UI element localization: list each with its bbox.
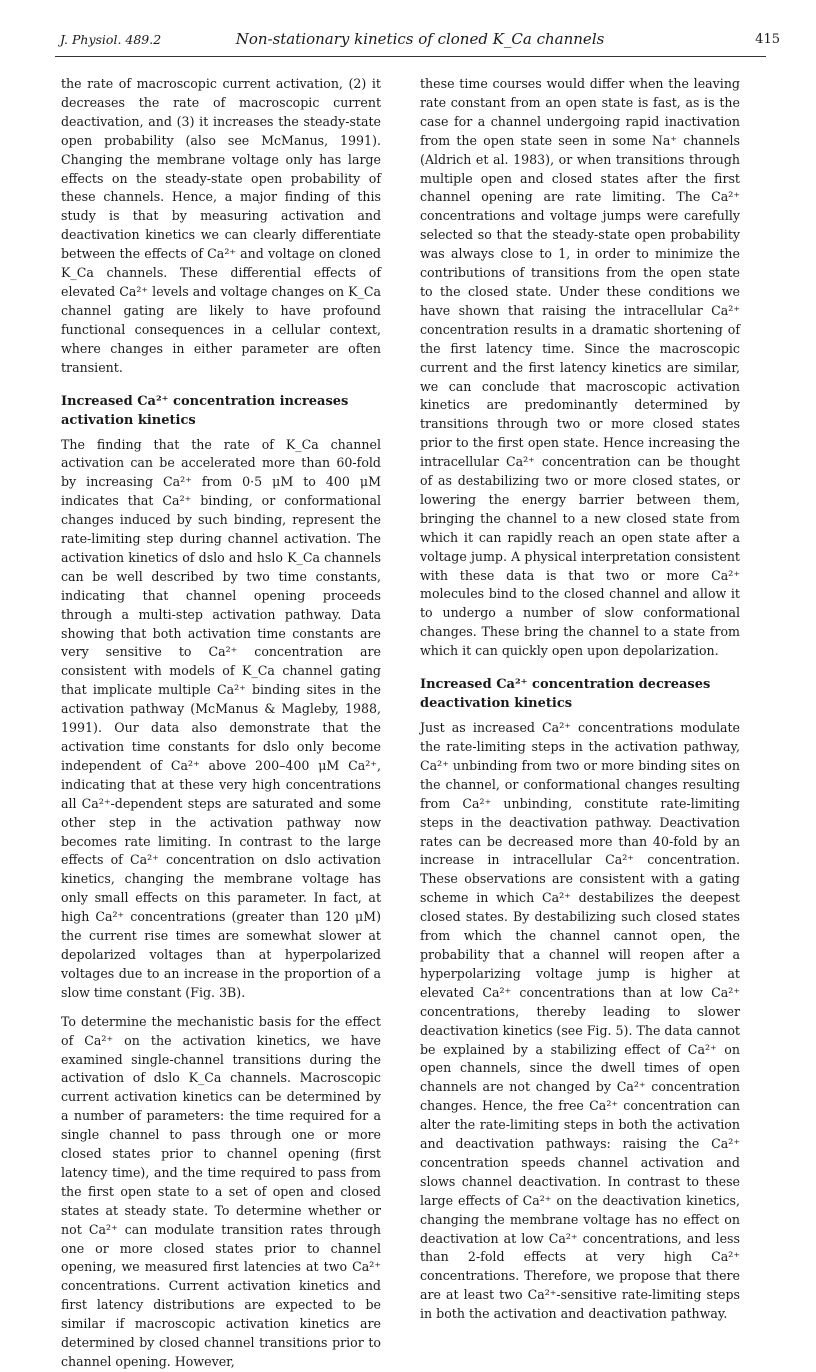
running-header xyxy=(60,30,780,54)
paragraph: the rate of macroscopic current activation, (2) it decreases the rate of macroscopic current deactivation, and (3) it increases the steady-state open probability (also see McManus, 1991). Changing the membrane voltage only has large effects on the steady-state open probability of these channels. Hence, a major finding of this study is that by measuring activation and deactivation kinetics we can clearly differentiate between the effects of Ca²⁺ and voltage on cloned K_Ca channels. These differential effects of elevated Ca²⁺ levels and voltage changes on K_Ca channel gating are likely to have profound functional consequences in a cellular context, where changes in either parameter are often transient. xyxy=(61,76,381,375)
section-heading: Increased Ca²⁺ concentration increases activation kinetics xyxy=(61,393,349,428)
right-column xyxy=(420,75,740,1324)
page-number: 415 xyxy=(755,32,780,47)
paragraph: Just as increased Ca²⁺ concentrations modulate the rate-limiting steps in the activation pathway, Ca²⁺ unbinding from two or more binding sites on the channel, or conformational changes resulting from Ca²⁺ unbinding, constitute rate-limiting steps in the deactivation pathway. Deactivation rates can be decreased more than 40-fold by an increase in intracellular Ca²⁺ concentration. These observations are consistent with a gating scheme in which Ca²⁺ destabilizes the deepest closed states. By destabilizing such closed states from which the channel cannot open, the probability that a channel will reopen after a hyperpolarizing voltage jump is higher at elevated Ca²⁺ concentrations than at low Ca²⁺ concentrations, thereby leading to slower deactivation kinetics (see Fig. 5). The data cannot be explained by a stabilizing effect of Ca²⁺ on open channels, since the dwell times of open channels are not changed by Ca²⁺ concentration changes. Hence, the free Ca²⁺ concentration can alter the rate-limiting steps in both the activation and deactivation pathways: raising the Ca²⁺ concentration speeds channel activation and slows channel deactivation. In contrast to these large effects of Ca²⁺ on the deactivation kinetics, changing the membrane voltage has no effect on deactivation at low Ca²⁺ concentrations, and less than 2-fold effects at very high Ca²⁺ concentrations. Therefore, we propose that there are at least two Ca²⁺-sensitive rate-limiting steps in both the activation and deactivation pathway. xyxy=(420,720,740,1322)
running-title: Non-stationary kinetics of cloned K_Ca channels xyxy=(235,30,605,48)
section-heading: Increased Ca²⁺ concentration decreases deactivation kinetics xyxy=(420,677,711,712)
header-rule xyxy=(55,56,766,57)
paragraph: these time courses would differ when the leaving rate constant from an open state is fast, as is the case for a channel undergoing rapid inactivation from the open state seen in some Na⁺ channels (Aldrich et al. 1983), or when transitions through multiple open and closed states after the first channel opening are rate limiting. The Ca²⁺ concentrations and voltage jumps were carefully selected so that the steady-state open probability was always close to 1, in order to minimize the contributions of transitions from the open state to the closed state. Under these conditions we have shown that raising the intracellular Ca²⁺ concentration results in a dramatic shortening of the first latency time. Since the macroscopic current and the first latency kinetics are similar, we can conclude that macroscopic activation kinetics are predominantly determined by transitions through two or more closed states prior to the first open state. Hence increasing the intracellular Ca²⁺ concentration can be thought of as destabilizing two or more closed states, or lowering the energy barrier between them, bringing the channel to a new closed state from which it can rapidly reach an open state after a voltage jump. A physical interpretation consistent with these data is that two or more Ca²⁺ molecules bind to the closed channel and allow it to undergo a number of slow conformational changes. These bring the channel to a state from which it can quickly open upon depolarization. xyxy=(420,76,740,659)
journal-citation: J. Physiol. 489.2 xyxy=(60,32,162,47)
left-column xyxy=(61,75,381,1372)
paragraph: The finding that the rate of K_Ca channel activation can be accelerated more than 60-fold by increasing Ca²⁺ from 0·5 μM to 400 μM indicates that Ca²⁺ binding, or conformational changes induced by such binding, represent the rate-limiting step during channel activation. The activation kinetics of dslo and hslo K_Ca channels can be well described by two time constants, indicating that channel opening proceeds through a multi-step activation pathway. Data showing that both activation time constants are very sensitive to Ca²⁺ concentration are consistent with models of K_Ca channel gating that implicate multiple Ca²⁺ binding sites in the activation pathway (McManus & Magleby, 1988, 1991). Our data also demonstrate that the activation time constants for dslo only become independent of Ca²⁺ above 200–400 μM Ca²⁺, indicating that at these very high concentrations all Ca²⁺-dependent steps are saturated and some other step in the activation pathway now becomes rate limiting. In contrast to the large effects of Ca²⁺ concentration on dslo activation kinetics, changing the membrane voltage has only small effects on this parameter. In fact, at high Ca²⁺ concentrations (greater than 120 μM) the current rise times are somewhat slower at depolarized voltages than at hyperpolarized voltages due to an increase in the proportion of a slow time constant (Fig. 3B). xyxy=(61,436,381,1000)
paragraph: To determine the mechanistic basis for the effect of Ca²⁺ on the activation kinetics, we have examined single-channel transitions during the activation of dslo K_Ca channels. Macroscopic current activation kinetics can be determined by a number of parameters: the time required for a single channel to pass through one or more closed states prior to channel opening (first latency time), and the time required to pass from the first open state to a set of open and closed states at steady state. To determine whether or not Ca²⁺ can modulate transition rates through one or more closed states prior to channel opening, we measured first latencies at two Ca²⁺ concentrations. Current activation kinetics and first latency distributions are expected to be similar if macroscopic activation kinetics are determined by closed channel transitions prior to channel opening. However, xyxy=(61,1013,381,1369)
